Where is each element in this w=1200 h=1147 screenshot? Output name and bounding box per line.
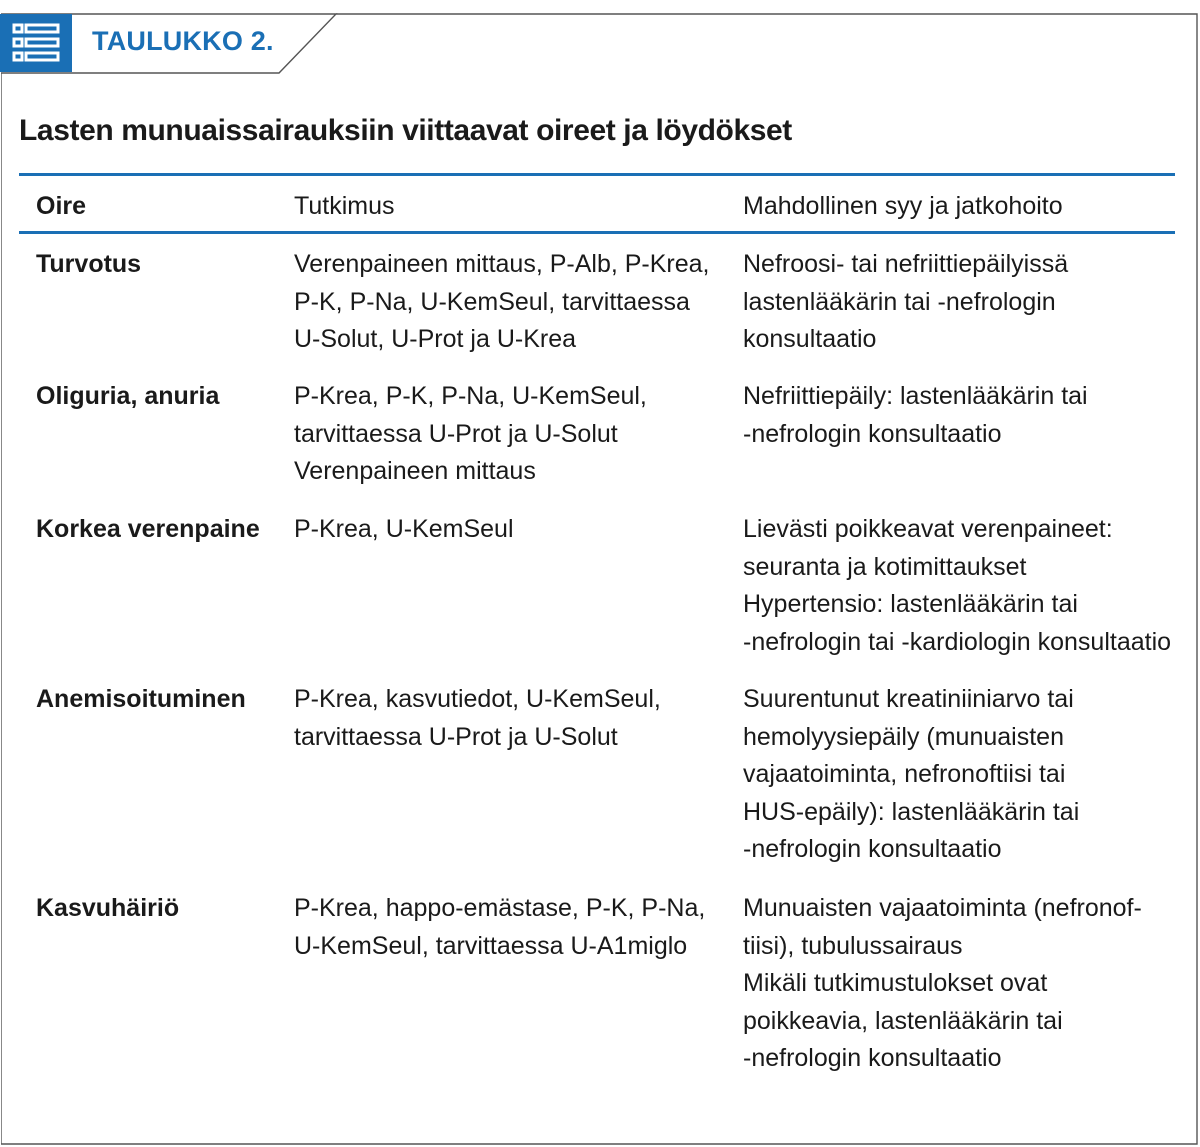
cell-syy: Nefroosi- tai nefriittiepäilyissä lastenlääkärin tai -nefrologin konsultaatio: [743, 250, 1069, 353]
cell-oire: Turvotus: [36, 250, 142, 278]
table-title: Lasten munuaissairauksiin viittaavat oireet ja löydökset: [19, 114, 792, 147]
cell-tutkimus: P-Krea, P-K, P-Na, U-KemSeul, tarvittaessa U-Prot ja U-Solut Verenpaineen mittaus: [294, 382, 647, 485]
cell-oire: Kasvuhäiriö: [36, 894, 180, 922]
cell-syy: Munuaisten vajaatoiminta (nefronof- tiisi), tubulussairaus Mikäli tutkimustulokset ovat poikkeavia, lastenlääkärin tai -nefrologin konsultaatio: [743, 894, 1142, 1072]
cell-oire: Korkea verenpaine: [36, 515, 260, 543]
cell-syy: Nefriittiepäily: lastenlääkärin tai -nefrologin konsultaatio: [743, 382, 1088, 448]
cell-oire: Oliguria, anuria: [36, 382, 220, 410]
cell-syy: Lievästi poikkeavat verenpaineet: seuranta ja kotimittaukset Hypertensio: lastenlääkärin tai -nefrologin tai -kardiologin konsultaatio: [743, 515, 1172, 656]
header-bottom-rule: [19, 231, 1175, 234]
table-list-icon: [0, 14, 72, 72]
cell-tutkimus: Verenpaineen mittaus, P-Alb, P-Krea, P-K, P-Na, U-KemSeul, tarvittaessa U-Solut, U-Prot ja U-Krea: [294, 250, 710, 353]
header-top-rule: [19, 173, 1175, 176]
cell-tutkimus: P-Krea, happo-emästase, P-K, P-Na, U-KemSeul, tarvittaessa U-A1miglo: [294, 894, 706, 960]
cell-tutkimus: P-Krea, U-KemSeul: [294, 515, 514, 543]
column-header-oire: Oire: [36, 192, 87, 220]
cell-tutkimus: P-Krea, kasvutiedot, U-KemSeul, tarvittaessa U-Prot ja U-Solut: [294, 685, 661, 751]
tab-label: TAULUKKO 2.: [92, 26, 274, 56]
column-header-syy: Mahdollinen syy ja jatkohoito: [743, 192, 1063, 220]
cell-oire: Anemisoituminen: [36, 685, 246, 713]
column-header-tutkimus: Tutkimus: [294, 192, 395, 220]
cell-syy: Suurentunut kreatiniiniarvo tai hemolyysiepäily (munuaisten vajaatoiminta, nefronoftiisi tai HUS-epäily): lastenlääkärin tai -nefrologin konsultaatio: [743, 685, 1080, 863]
